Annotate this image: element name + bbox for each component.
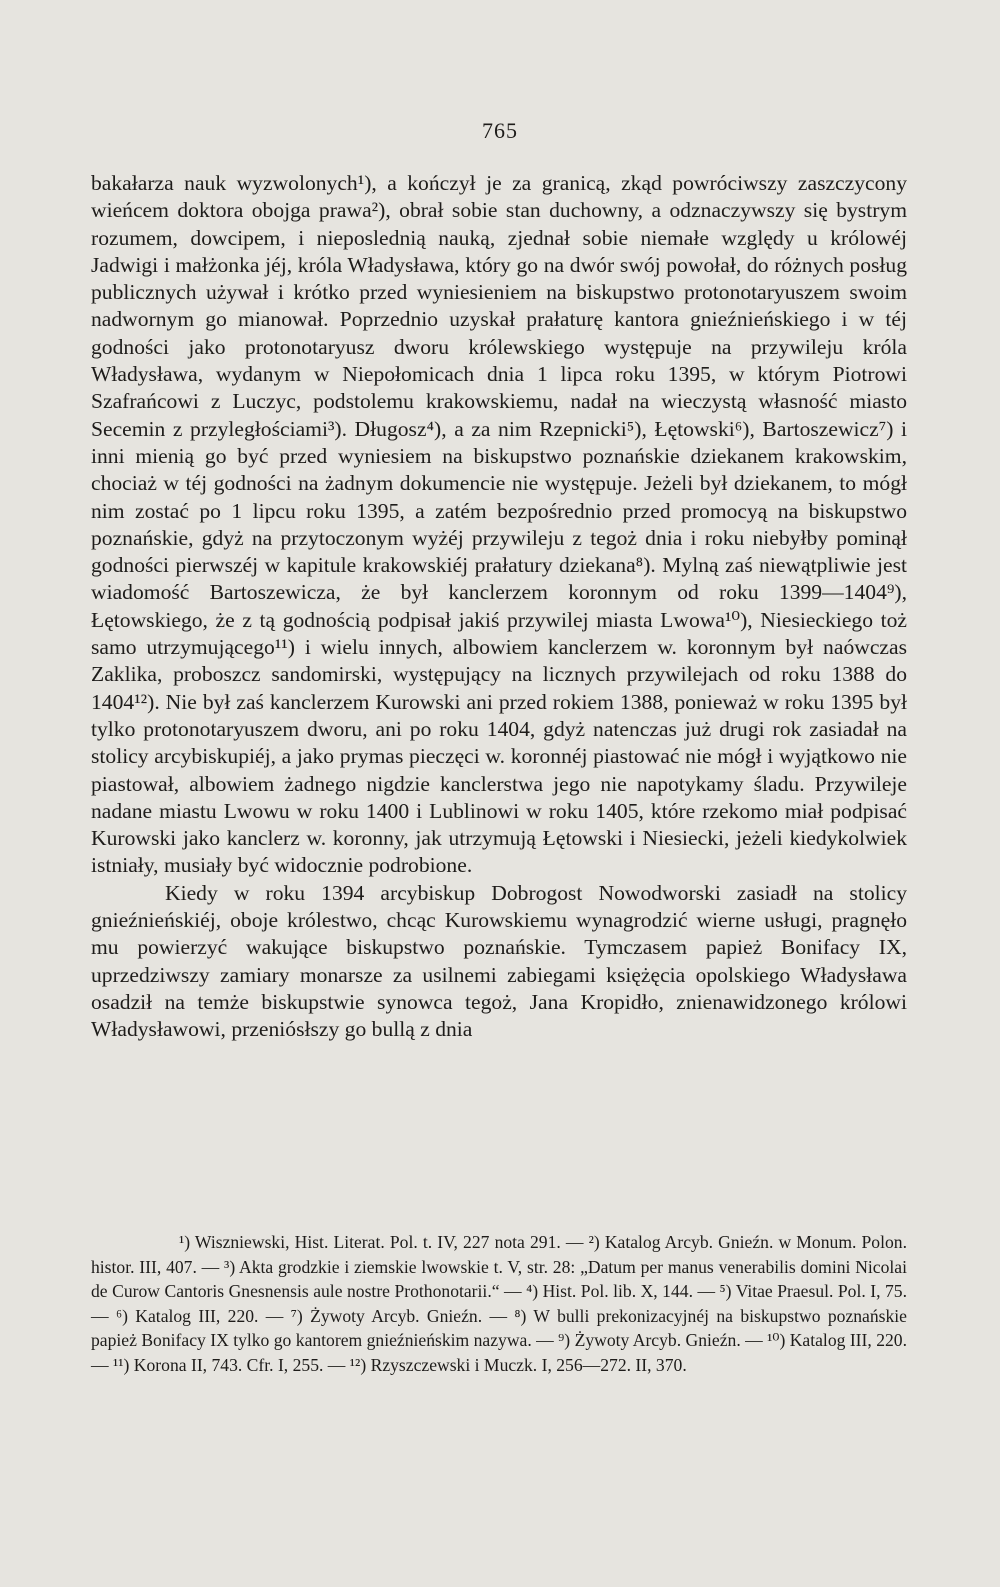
footnotes [91,1230,907,1378]
page-number: 765 [482,118,518,143]
paragraph-1: bakałarza nauk wyzwolonych¹), a kończył je za granicą, zkąd powróciwszy zaszczycony wieńcem doktora obojga prawa²), obrał sobie stan duchowny, a odznaczywszy się bystrym rozumem, dowcipem, i nieposlednią nauką, zjednał sobie niemałe względy u królowéj Jadwigi i małżonka jéj, króla Władysława, który go na dwór swój powołał, do różnych posług publicznych używał i krótko przed wyniesieniem na biskupstwo protonotaryuszem swoim nadwornym go mianował. Poprzednio uzyskał prałaturę kantora gnieźnieńskiego i w téj godności jako protonotaryusz dworu królewskiego występuje na przywileju króla Władysława, wydanym w Niepołomicach dnia 1 lipca roku 1395, w którym Piotrowi Szafrańcowi z Luczyc, podstolemu krakowskiemu, nadał na wieczystą własność miasto Secemin z przyległościami³). Długosz⁴), a za nim Rzepnicki⁵), Łętowski⁶), Bartoszewicz⁷) i inni mienią go być przed wyniesiem na biskupstwo poznańskie dziekanem krakowskim, chociaż w téj godności na żadnym dokumencie nie występuje. Jeżeli był dziekanem, to mógł nim zostać po 1 lipcu roku 1395, a zatém bezpośrednio przed promocyą na biskupstwo poznańskie, gdyż na przytoczonym wyżéj przywileju z tegoż dnia i roku niebyłby pominął godności pierwszéj w kapitule krakowskiéj prałatury dziekana⁸). Mylną zaś niewątpliwie jest wiadomość Bartoszewicza, że był kanclerzem koronnym od roku 1399—1404⁹), Łętowskiego, że z tą godnością podpisał jakiś przywilej miasta Lwowa¹⁰), Niesieckiego toż samo utrzymującego¹¹) i wielu innych, albowiem kanclerzem w. koronnym był naówczas Zaklika, proboszcz sandomirski, występujący na licznych przywilejach od roku 1388 do 1404¹²). Nie był zaś kanclerzem Kurowski ani przed rokiem 1388, ponieważ w roku 1395 był tylko protonotaryuszem dworu, ani po roku 1404, gdyż natenczas już drugi rok zasiadał na stolicy arcybiskupiéj, a jako prymas pieczęci w. koronnéj piastować nie mógł i wyjątkowo nie piastował, albowiem żadnego nigdzie kanclerstwa jego nie napotykamy śladu. Przywileje nadane miastu Lwowu w roku 1400 i Lublinowi w roku 1405, które rzekomo miał podpisać Kurowski jako kanclerz w. koronny, jak utrzymują Łętowski i Niesiecki, jeżeli kiedykolwiek istniały, musiały być widocznie podrobione. [91,171,907,878]
paragraph-2: Kiedy w roku 1394 arcybiskup Dobrogost Nowodworski zasiadł na stolicy gnieźnieńskiéj, oboje królestwo, chcąc Kurowskiemu wynagrodzić wierne usługi, pragnęło mu powierzyć wakujące biskupstwo poznańskie. Tymczasem papież Bonifacy IX, uprzedziwszy zamiary monarsze za usilnemi zabiegami księżęcia opolskiego Władysława osadził na temże biskupstwie synowca tegoż, Jana Kropidło, znienawidzonego królowi Władysławowi, przeniósłszy go bullą z dnia [91,880,907,1042]
footnote-text: ¹) Wiszniewski, Hist. Literat. Pol. t. IV, 227 nota 291. — ²) Katalog Arcyb. Gnieźn. w Monum. Polon. histor. III, 407. — ³) Akta grodzkie i ziemskie lwowskie t. V, str. 28: „Datum per manus venerabilis domini Nicolai de Curow Cantoris Gnesnensis aule nostre Prothonotarii.“ — ⁴) Hist. Pol. lib. X, 144. — ⁵) Vitae Praesul. Pol. I, 75. — ⁶) Katalog III, 220. — ⁷) Żywoty Arcyb. Gnieźn. — ⁸) W bulli prekonizacyjnéj na biskupstwo poznańskie papież Bonifacy IX tylko go kantorem gnieźnieńskim nazywa. — ⁹) Żywoty Arcyb. Gnieźn. — ¹⁰) Katalog III, 220. — ¹¹) Korona II, 743. Cfr. I, 255. — ¹²) Rzyszczewski i Muczk. I, 256—272. II, 370. [91,1232,907,1375]
main-text [91,170,907,1044]
